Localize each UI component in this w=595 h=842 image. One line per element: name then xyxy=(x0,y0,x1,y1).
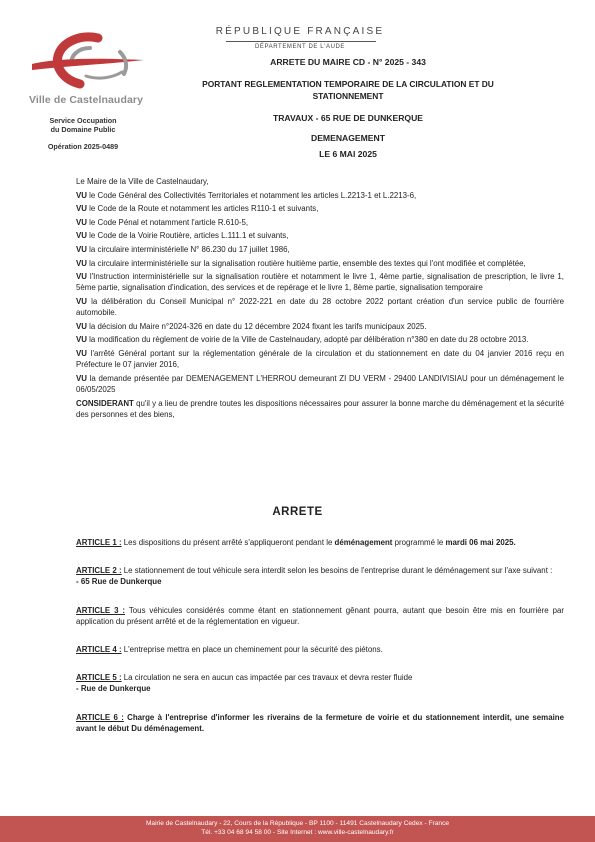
service-label xyxy=(28,116,138,134)
operation-number: Opération 2025-0489 xyxy=(47,142,119,151)
visa-text: le Code Pénal et notamment l'article R.610-5, xyxy=(86,217,249,227)
visa-keyword: VU xyxy=(76,217,87,227)
article-text: Tous véhicules considérés comme étant en stationnement gênant pourra, autant que besoin être mis en fourrière par application du présent arrêté et de la réglementation en vigueur. xyxy=(76,605,565,626)
visa-item xyxy=(76,258,564,269)
article-4 xyxy=(76,644,564,655)
visa-text: la circulaire interministérielle N° 86.230 du 17 juillet 1986, xyxy=(86,244,290,254)
article-text: Le stationnement de tout véhicule sera interdit selon les besoins de l'entreprise durant le déménagement sur l'axe suivant : xyxy=(121,566,553,576)
visa-text: la décision du Maire n°2024-326 en date du 12 décembre 2024 fixant les tarifs municipaux 2025. xyxy=(86,321,427,331)
article-date: mardi 06 mai 2025. xyxy=(445,538,516,547)
article-emphasis: déménagement xyxy=(334,538,393,547)
article-label: ARTICLE 6 : xyxy=(76,712,124,722)
visa-item xyxy=(76,190,564,201)
footer-bar xyxy=(0,816,595,842)
visa-item xyxy=(76,230,564,241)
visa-keyword: VU xyxy=(76,321,87,331)
articles-section xyxy=(76,537,564,734)
arrete-heading: ARRETE xyxy=(272,506,323,518)
article-label: ARTICLE 4 : xyxy=(76,645,122,655)
visa-keyword: VU xyxy=(76,204,87,214)
visa-keyword: VU xyxy=(76,335,87,345)
visa-item xyxy=(76,321,564,332)
decree-number: ARRETE DU MAIRE CD - N° 2025 - 343 xyxy=(270,57,426,67)
article-label: ARTICLE 3 : xyxy=(76,605,126,615)
visa-keyword: VU xyxy=(76,272,87,282)
visa-item xyxy=(76,203,564,214)
castelnaudary-logo xyxy=(28,30,148,94)
article-text: L'entreprise mettra en place un cheminement pour la sécurité des piétons. xyxy=(121,645,383,655)
article-label: ARTICLE 2 : xyxy=(76,566,122,576)
article-label: ARTICLE 1 : xyxy=(76,538,122,547)
article-6 xyxy=(76,712,564,734)
article-2-item: - 65 Rue de Dunkerque xyxy=(76,577,162,587)
visa-keyword: VU xyxy=(76,231,87,241)
considerant-item xyxy=(76,398,564,420)
visas-section xyxy=(76,176,564,422)
visa-text: la délibération du Conseil Municipal n° 2022-221 en date du 28 octobre 2022 portant création d'un service public de fourrière automobile. xyxy=(76,296,564,318)
visa-keyword: VU xyxy=(76,190,87,200)
works-type: DEMENAGEMENT xyxy=(310,133,385,143)
divider xyxy=(226,41,376,42)
article-1 xyxy=(76,537,564,548)
service-line: du Domaine Public xyxy=(50,125,116,134)
visa-keyword: VU xyxy=(76,258,87,268)
visa-text: la circulaire interministérielle sur la signalisation routière huitième partie, ensemble des textes qui l'ont modifiée et complétée, xyxy=(86,258,526,268)
department-label: DÉPARTEMENT DE L'AUDE xyxy=(254,44,346,50)
article-text: programmé le xyxy=(392,538,446,547)
visa-keyword: VU xyxy=(76,296,87,306)
city-name: Ville de Castelnaudary xyxy=(28,94,144,106)
visa-text: la modification du règlement de voirie de la Ville de Castelnaudary, adopté par délibération n°380 en date du 28 octobre 2013. xyxy=(86,335,529,345)
article-2 xyxy=(76,565,564,576)
decree-subject-line: PORTANT REGLEMENTATION TEMPORAIRE DE LA CIRCULATION ET DU xyxy=(202,78,494,89)
visa-text: le Code Général des Collectivités Territoriales et notamment les articles L.2213-1 et L.2213-6, xyxy=(86,190,417,200)
article-label: ARTICLE 5 : xyxy=(76,673,122,683)
footer-contact: Tél. +33 04 68 94 58 00 - Site Internet : www.ville-castelnaudary.fr xyxy=(201,829,394,836)
visa-text: l'arrêté Général portant sur la réglementation générale de la circulation et du stationnement en date du 04 janvier 2016 reçu en Préfecture le 07 janvier 2016, xyxy=(76,348,564,370)
visa-item xyxy=(76,244,564,255)
republic-heading: RÉPUBLIQUE FRANÇAISE xyxy=(215,26,385,37)
works-location: TRAVAUX - 65 RUE DE DUNKERQUE xyxy=(272,112,424,123)
visa-text: le Code de la Route et notamment les articles R110-1 et suivants, xyxy=(86,204,319,214)
article-5-item: - Rue de Dunkerque xyxy=(76,684,151,694)
article-5 xyxy=(76,672,564,683)
decree-date: LE 6 MAI 2025 xyxy=(319,148,377,159)
considerant-keyword: CONSIDERANT xyxy=(76,398,134,408)
service-line: Service Occupation xyxy=(49,116,117,125)
visa-item xyxy=(76,296,564,318)
footer-address: Mairie de Castelnaudary - 22, Cours de la République - BP 1100 - 11491 Castelnaudary Cedex - France xyxy=(145,820,450,827)
visa-keyword: VU xyxy=(76,348,87,358)
visa-text: l'Instruction interministérielle sur la signalisation routière et notamment le livre 1, 4ème partie, signalisation de prescription, le livre 1, 5ème partie, signalisation d'indication, des services et de repérage et le livre 1, 8ème partie, signalisation temporaire xyxy=(76,272,564,293)
visa-item xyxy=(76,373,564,395)
visa-item xyxy=(76,348,564,370)
decree-title xyxy=(168,56,528,160)
article-text: La circulation ne sera en aucun cas impactée par ces travaux et devra rester fluide xyxy=(121,673,413,683)
decree-subject-line: STATIONNEMENT xyxy=(312,91,384,101)
visa-keyword: VU xyxy=(76,244,87,254)
visa-keyword: VU xyxy=(76,373,87,383)
article-text: Charge à l'entreprise d'informer les riverains de la fermeture de voirie et du stationnement interdit, une semaine avant le début Du déménagement. xyxy=(76,712,564,733)
visa-text: la demande présentée par DEMENAGEMENT L'HERROU demeurant ZI DU VERM - 29400 LANDIVISIAU pour un déménagement le 06/05/2025 xyxy=(76,373,564,394)
visa-text: le Code de la Voirie Routière, articles L.111.1 et suivants, xyxy=(86,231,289,241)
visa-item xyxy=(76,271,564,293)
considerant-text: qu'il y a lieu de prendre toutes les dispositions nécessaires pour assurer la bonne marche du déménagement et la sécurité des personnes et des biens, xyxy=(76,398,564,419)
visa-item xyxy=(76,217,564,228)
article-3 xyxy=(76,605,564,627)
visa-item xyxy=(76,334,564,345)
article-text: Les dispositions du présent arrêté s'appliqueront pendant le xyxy=(121,538,335,547)
visas-intro: Le Maire de la Ville de Castelnaudary, xyxy=(76,177,209,186)
